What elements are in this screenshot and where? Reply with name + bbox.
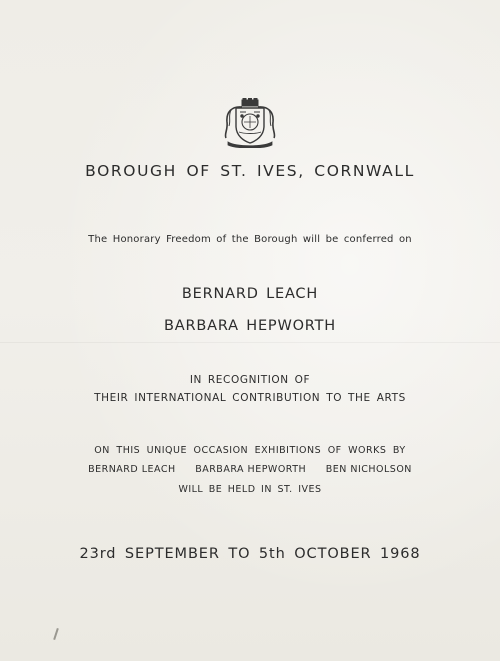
recognition-line: THEIR INTERNATIONAL CONTRIBUTION TO THE ARTS — [94, 392, 406, 404]
honoree-name: BERNARD LEACH — [181, 286, 319, 302]
artist-name: BERNARD LEACH — [88, 464, 176, 475]
artist-name: BARBARA HEPWORTH — [195, 464, 307, 475]
honoree-name: BARBARA HEPWORTH — [164, 318, 336, 334]
borough-coat-of-arms-icon — [222, 98, 278, 148]
exhibition-line: ON THIS UNIQUE OCCASION EXHIBITIONS OF WORKS BY — [94, 445, 406, 456]
document-heading: BOROUGH OF ST. IVES, CORNWALL — [85, 162, 415, 180]
event-dates: 23rd SEPTEMBER TO 5th OCTOBER 1968 — [79, 546, 421, 562]
paper-fold — [0, 342, 500, 343]
pencil-mark — [53, 628, 59, 640]
exhibition-line: WILL BE HELD IN ST. IVES — [178, 484, 322, 495]
artist-name: BEN NICHOLSON — [325, 464, 412, 475]
exhibition-artists — [0, 464, 500, 475]
conferral-intro: The Honorary Freedom of the Borough will be conferred on — [88, 234, 412, 245]
recognition-line: IN RECOGNITION OF — [189, 374, 311, 386]
